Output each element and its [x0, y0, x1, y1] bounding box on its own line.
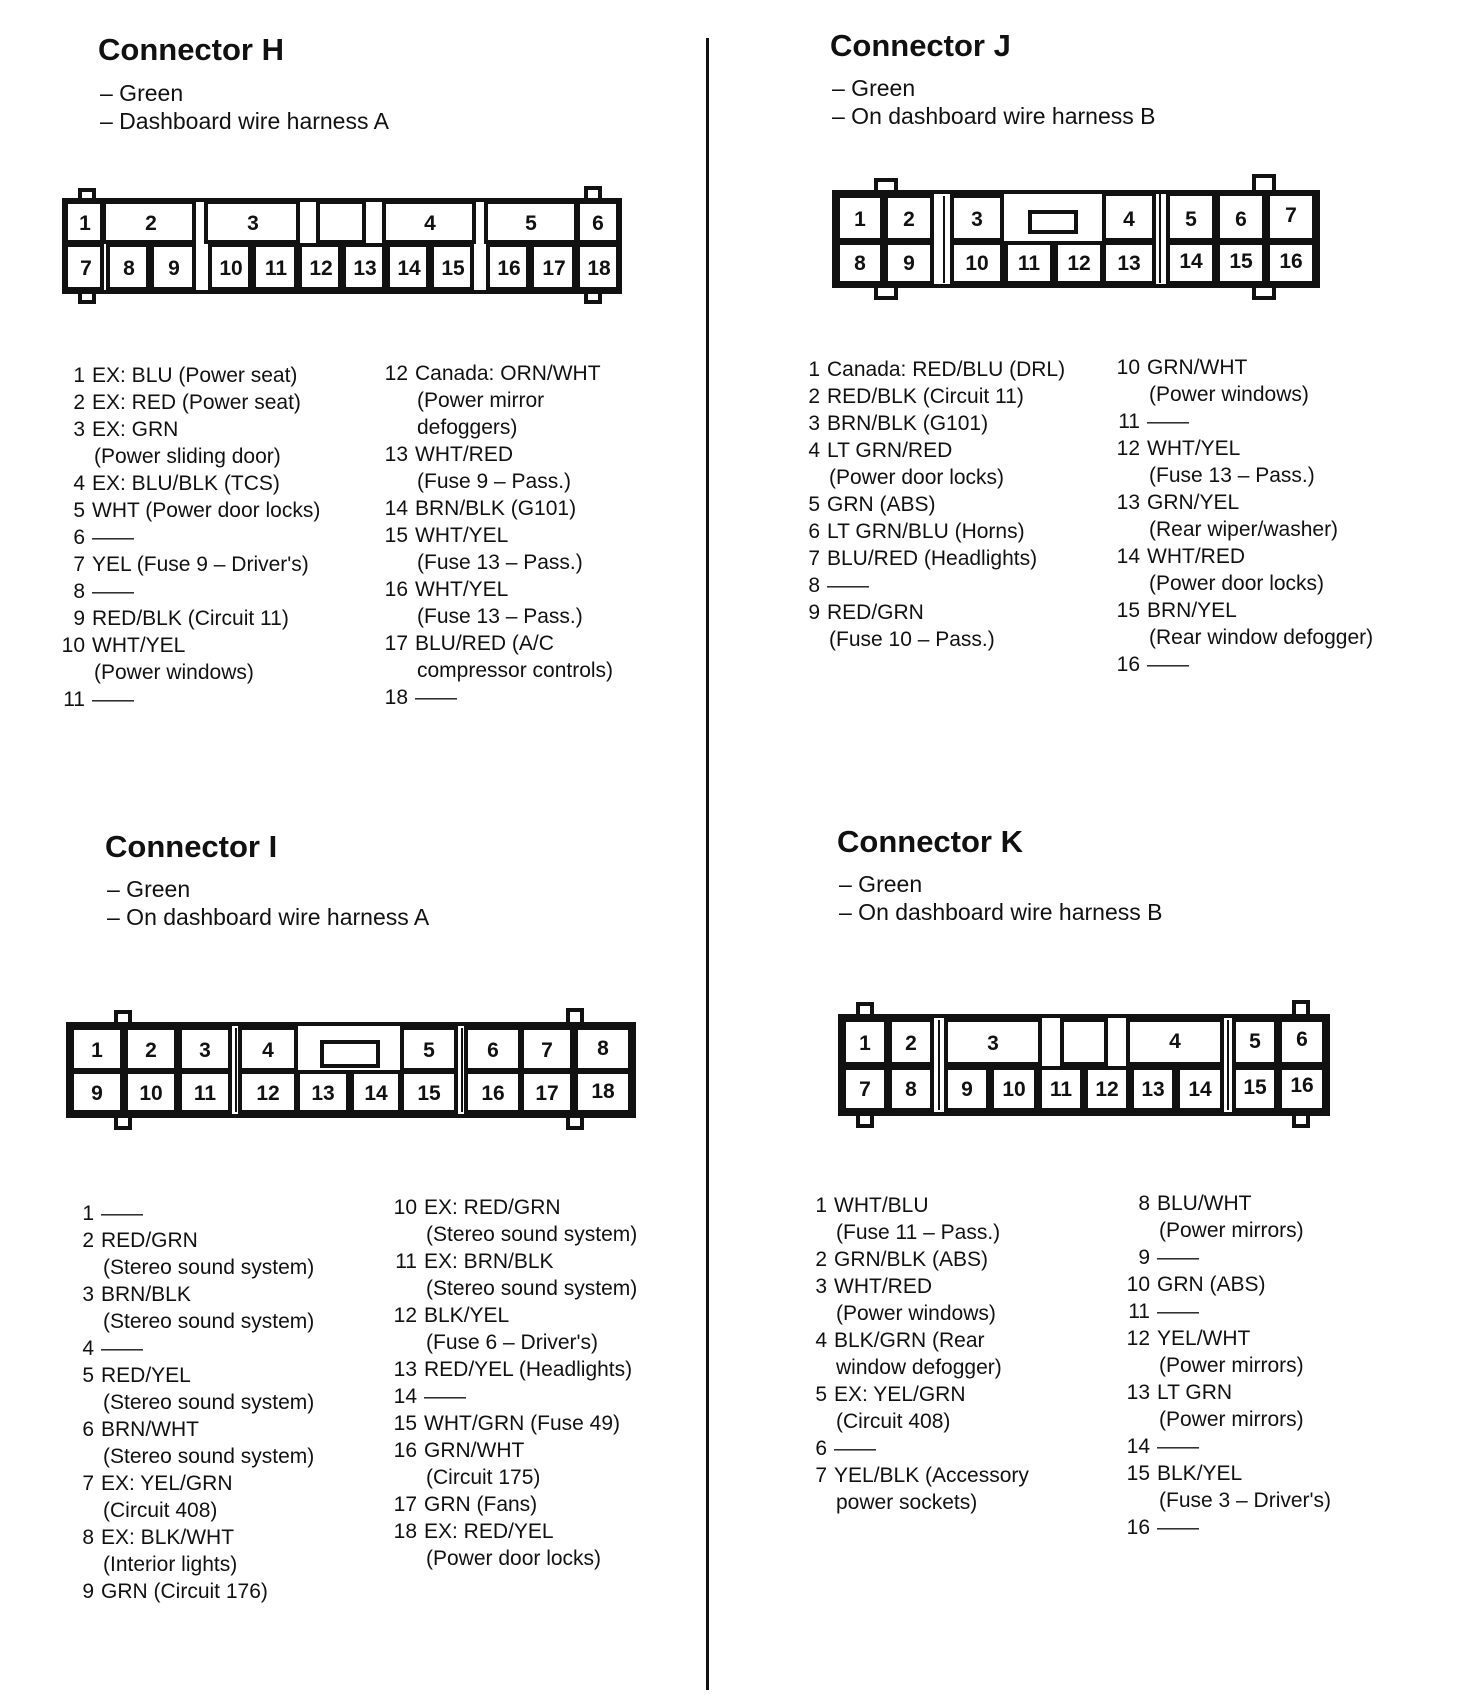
pin-description: GRN/YEL	[1147, 491, 1240, 514]
pin-description: BLK/YEL	[1157, 1462, 1243, 1485]
pin-number: 8	[82, 1526, 94, 1549]
pin-number: 1	[808, 358, 820, 381]
connector-h-pin-label: 1	[79, 212, 91, 235]
connector-k-pin-label: 1	[859, 1032, 871, 1055]
pin-number: 10	[1126, 1273, 1150, 1296]
connector-i-color: – Green	[107, 876, 191, 902]
pin-description: (Power mirror	[417, 389, 545, 412]
connector-k-top-right-tab	[1294, 1002, 1308, 1016]
pin-description: (Power mirrors)	[1159, 1354, 1304, 1377]
pin-number: 18	[393, 1520, 417, 1543]
pin-description: WHT/YEL	[415, 578, 509, 601]
pin-number: 5	[73, 499, 85, 522]
pin-description: ——	[424, 1385, 466, 1408]
pin-entry	[69, 1335, 314, 1362]
connector-h-pin-label: 3	[247, 212, 259, 235]
connector-j-pin-label: 6	[1235, 208, 1247, 231]
connector-i-pins-right	[392, 1194, 637, 1572]
pin-entry	[392, 1410, 637, 1437]
pin-number: 14	[384, 497, 408, 520]
connector-h-pin-label: 5	[525, 212, 537, 235]
pin-entry	[802, 1435, 1029, 1462]
pin-number: 6	[815, 1437, 827, 1460]
pin-description: RED/BLK (Circuit 11)	[827, 385, 1024, 408]
pin-number: 4	[73, 472, 85, 495]
connector-i-pin-label: 1	[91, 1039, 103, 1062]
connector-j-pin-label: 13	[1117, 252, 1141, 275]
connector-i-pin-label: 7	[541, 1039, 553, 1062]
connector-i-pin-label: 17	[535, 1082, 559, 1105]
pin-number: 1	[82, 1202, 94, 1225]
pin-number: 9	[1138, 1246, 1150, 1269]
pin-description: YEL/BLK (Accessory	[834, 1464, 1029, 1487]
pin-description: BRN/YEL	[1147, 599, 1237, 622]
pin-number: 11	[395, 1250, 417, 1273]
pin-description: ——	[1147, 653, 1189, 676]
connector-j-pin-label: 9	[903, 252, 915, 275]
pin-number: 13	[384, 443, 408, 466]
pin-number: 3	[815, 1275, 827, 1298]
connector-h-pin-label: 10	[219, 257, 243, 280]
connector-j-pin-label: 4	[1123, 208, 1135, 231]
connector-i-pin-label: 12	[256, 1082, 280, 1105]
pin-number: 7	[73, 553, 85, 576]
pin-description: GRN (ABS)	[827, 493, 936, 516]
connector-h-pin-label: 8	[123, 257, 135, 280]
pin-description: WHT/RED	[1147, 545, 1245, 568]
pin-number: 11	[63, 688, 85, 711]
pin-number: 12	[384, 362, 408, 385]
pin-description: ——	[1157, 1516, 1199, 1539]
pin-entry	[69, 1470, 314, 1524]
connector-i-pin-label: 2	[145, 1039, 157, 1062]
pin-description: BLK/GRN (Rear	[834, 1329, 985, 1352]
pin-description: BLU/RED (A/C	[415, 632, 554, 655]
connector-k-cell-blank-top	[1062, 1020, 1106, 1064]
connector-k-title: Connector K	[837, 824, 1023, 859]
pin-description: (Power door locks)	[426, 1547, 602, 1570]
connector-j-pin-label: 15	[1229, 250, 1253, 273]
pin-number: 15	[384, 524, 408, 547]
pin-description: EX: RED/GRN	[424, 1196, 561, 1219]
pin-number: 2	[82, 1229, 94, 1252]
pin-entry	[69, 1281, 314, 1335]
connector-i-pin-label: 18	[591, 1080, 615, 1103]
connector-h-pin-label: 18	[587, 257, 611, 280]
connector-j-pin-label: 1	[854, 208, 866, 231]
pin-number: 7	[808, 547, 820, 570]
pin-number: 9	[73, 607, 85, 630]
pin-description: ——	[834, 1437, 876, 1460]
pin-number: 15	[1126, 1462, 1150, 1485]
pin-number: 6	[82, 1418, 94, 1441]
connector-j-pin-label: 2	[903, 208, 915, 231]
pin-entry	[69, 1416, 314, 1470]
pin-number: 12	[393, 1304, 417, 1327]
pin-description: window defogger)	[836, 1356, 1002, 1379]
pin-entry	[69, 1362, 314, 1416]
pin-description: (Fuse 9 – Pass.)	[417, 470, 572, 493]
pin-description: Canada: RED/BLU (DRL)	[827, 358, 1066, 381]
connector-i-location: – On dashboard wire harness A	[107, 904, 430, 930]
pin-description: (Stereo sound system)	[426, 1223, 638, 1246]
pin-number: 15	[393, 1412, 417, 1435]
pin-number: 9	[808, 601, 820, 624]
pin-number: 4	[82, 1337, 94, 1360]
connector-i-pin-label: 16	[481, 1082, 505, 1105]
connector-i-pin-label: 14	[364, 1082, 388, 1105]
connector-k-pin-label: 5	[1249, 1030, 1261, 1053]
pin-description: (Circuit 408)	[836, 1410, 951, 1433]
pin-entry	[802, 1273, 1029, 1327]
connector-k-pin-label: 16	[1290, 1074, 1314, 1097]
pin-description: (Power windows)	[94, 661, 254, 684]
pin-entry	[802, 1192, 1029, 1246]
connector-j-pin-label: 14	[1179, 250, 1203, 273]
connector-k-pin-label: 10	[1002, 1078, 1026, 1101]
connector-k-pin-label: 4	[1169, 1030, 1181, 1053]
connector-k-pins-right	[1125, 1190, 1331, 1541]
pin-description: (Fuse 13 – Pass.)	[417, 551, 583, 574]
pin-entry	[392, 1302, 637, 1356]
pin-entry	[69, 1524, 314, 1578]
pin-number: 8	[808, 574, 820, 597]
pin-number: 1	[73, 364, 85, 387]
connector-h-pin-label: 7	[80, 257, 92, 280]
pin-description: GRN (ABS)	[1157, 1273, 1266, 1296]
connector-k-pin-label: 3	[987, 1032, 999, 1055]
pin-entry	[392, 1248, 637, 1302]
pin-number: 9	[82, 1580, 94, 1603]
connector-j-pin-label: 11	[1017, 252, 1041, 275]
pin-number: 2	[815, 1248, 827, 1271]
connector-k-pin-label: 6	[1296, 1028, 1308, 1051]
connector-k-pin-label: 15	[1243, 1076, 1267, 1099]
pin-description: LT GRN/BLU (Horns)	[827, 520, 1025, 543]
pin-description: defoggers)	[417, 416, 518, 439]
connector-h-pin-label: 4	[424, 212, 436, 235]
pin-description: RED/GRN	[101, 1229, 198, 1252]
connector-j-color: – Green	[832, 75, 916, 101]
pin-description: ——	[415, 686, 457, 709]
pin-number: 4	[815, 1329, 827, 1352]
pin-description: EX: GRN	[92, 418, 179, 441]
connector-j-pin-label: 8	[854, 252, 866, 275]
connector-j-pin-label: 16	[1279, 250, 1303, 273]
pin-description: LT GRN/RED	[827, 439, 953, 462]
pin-entry	[69, 1578, 314, 1605]
pin-number: 12	[1116, 437, 1140, 460]
pin-description: (Stereo sound system)	[103, 1256, 315, 1279]
pin-number: 4	[808, 439, 820, 462]
pin-description: WHT/YEL	[92, 634, 186, 657]
pin-description: (Circuit 175)	[426, 1466, 541, 1489]
pin-description: (Interior lights)	[103, 1553, 238, 1576]
pin-entry	[802, 1246, 1029, 1273]
connector-i-pin-label: 4	[262, 1039, 274, 1062]
pin-number: 3	[73, 418, 85, 441]
connector-i-pin-label: 10	[139, 1082, 163, 1105]
pin-description: (Power door locks)	[829, 466, 1005, 489]
pin-description: (Power mirrors)	[1159, 1408, 1304, 1431]
pin-description: ——	[827, 574, 869, 597]
connector-h-pin-label: 15	[441, 257, 465, 280]
pin-entry	[1125, 1298, 1331, 1325]
pin-description: (Stereo sound system)	[103, 1445, 315, 1468]
pin-description: (Rear wiper/washer)	[1149, 518, 1339, 541]
connector-h-pin-label: 16	[497, 257, 521, 280]
pin-description: GRN (Fans)	[424, 1493, 538, 1516]
pin-description: (Fuse 13 – Pass.)	[417, 605, 583, 628]
pin-number: 17	[393, 1493, 417, 1516]
connector-j-pin-label: 10	[965, 252, 989, 275]
pin-number: 10	[61, 634, 85, 657]
pin-description: EX: RED/YEL	[424, 1520, 554, 1543]
pin-description: (Stereo sound system)	[103, 1391, 315, 1414]
pin-entry	[802, 1327, 1029, 1381]
pin-description: (Stereo sound system)	[426, 1277, 638, 1300]
connector-i-pin-label: 11	[193, 1082, 217, 1105]
pin-description: (Power windows)	[836, 1302, 996, 1325]
pin-description: WHT/YEL	[1147, 437, 1241, 460]
pin-entry	[392, 1491, 637, 1518]
pin-number: 12	[1126, 1327, 1150, 1350]
pin-description: BLK/YEL	[424, 1304, 510, 1327]
connector-i-pin-label: 15	[417, 1082, 441, 1105]
connector-j-location: – On dashboard wire harness B	[832, 103, 1156, 129]
pin-description: Canada: ORN/WHT	[415, 362, 601, 385]
pin-description: compressor controls)	[417, 659, 614, 682]
connector-h-pin-label: 13	[353, 257, 377, 280]
pin-description: GRN (Circuit 176)	[101, 1580, 268, 1603]
pin-number: 15	[1116, 599, 1140, 622]
connector-i-pin-label: 8	[597, 1037, 609, 1060]
pin-description: ——	[1147, 410, 1189, 433]
pin-number: 11	[1118, 410, 1140, 433]
connector-h-pin-label: 14	[397, 257, 421, 280]
connector-h-color: – Green	[100, 80, 184, 106]
pin-number: 10	[1116, 356, 1140, 379]
pin-description: (Power sliding door)	[94, 445, 281, 468]
pin-description: (Rear window defogger)	[1149, 626, 1374, 649]
pin-number: 8	[73, 580, 85, 603]
connector-i-pin-label: 3	[199, 1039, 211, 1062]
pin-description: WHT/BLU	[834, 1194, 929, 1217]
connector-h-pin-label: 6	[592, 212, 604, 235]
pin-description: (Fuse 13 – Pass.)	[1149, 464, 1315, 487]
pin-number: 3	[82, 1283, 94, 1306]
pin-number: 14	[1116, 545, 1140, 568]
pin-number: 6	[73, 526, 85, 549]
pin-description: BLU/WHT	[1157, 1192, 1252, 1215]
pin-description: (Fuse 6 – Driver's)	[426, 1331, 599, 1354]
pin-description: ——	[92, 526, 134, 549]
pin-entry	[1125, 1379, 1331, 1433]
pin-description: GRN/BLK (ABS)	[834, 1248, 989, 1271]
pin-description: (Fuse 11 – Pass.)	[836, 1221, 1001, 1244]
pin-entry	[392, 1518, 637, 1572]
pin-entry	[1125, 1433, 1331, 1460]
connector-i-pins-left	[69, 1200, 314, 1605]
pin-entry	[802, 1462, 1029, 1516]
connector-k-pin-label: 2	[905, 1032, 917, 1055]
pin-number: 16	[384, 578, 408, 601]
pin-description: RED/YEL	[101, 1364, 191, 1387]
pin-number: 1	[815, 1194, 827, 1217]
pin-description: EX: BRN/BLK	[424, 1250, 554, 1273]
pin-number: 14	[1126, 1435, 1150, 1458]
connector-k-pin-label: 8	[905, 1078, 917, 1101]
pin-number: 16	[1126, 1516, 1150, 1539]
pin-description: WHT (Power door locks)	[92, 499, 321, 522]
pin-description: ——	[1157, 1435, 1199, 1458]
pin-entry	[392, 1383, 637, 1410]
pin-description: BLU/RED (Headlights)	[827, 547, 1038, 570]
pin-description: YEL/WHT	[1157, 1327, 1251, 1350]
connector-j-pin-label: 5	[1185, 208, 1197, 231]
pin-description: ——	[92, 580, 134, 603]
pin-description: ——	[92, 688, 134, 711]
pin-number: 7	[82, 1472, 94, 1495]
connector-i-pin-label: 6	[487, 1039, 499, 1062]
pin-description: (Fuse 3 – Driver's)	[1159, 1489, 1332, 1512]
connector-h-title: Connector H	[98, 32, 284, 67]
pin-number: 11	[1128, 1300, 1150, 1323]
connector-k-pins-left	[802, 1192, 1029, 1516]
connector-h-pin-label: 12	[309, 257, 333, 280]
pin-description: RED/GRN	[827, 601, 924, 624]
connector-k-pin-label: 14	[1188, 1078, 1212, 1101]
pin-description: WHT/RED	[834, 1275, 932, 1298]
pin-number: 5	[815, 1383, 827, 1406]
pin-description: ——	[101, 1202, 143, 1225]
connector-j-pin-label: 7	[1285, 204, 1297, 227]
pin-description: GRN/WHT	[424, 1439, 525, 1462]
pin-description: (Stereo sound system)	[103, 1310, 315, 1333]
pin-number: 13	[1126, 1381, 1150, 1404]
pin-number: 10	[393, 1196, 417, 1219]
pin-description: EX: YEL/GRN	[101, 1472, 233, 1495]
pin-number: 16	[1116, 653, 1140, 676]
connector-k-pin-label: 12	[1095, 1078, 1119, 1101]
pin-description: EX: YEL/GRN	[834, 1383, 966, 1406]
pin-entry	[69, 1200, 314, 1227]
pin-number: 17	[384, 632, 408, 655]
connector-h-pin-label: 9	[168, 257, 180, 280]
pin-description: (Power mirrors)	[1159, 1219, 1304, 1242]
pin-description: WHT/RED	[415, 443, 513, 466]
pin-entry	[1125, 1325, 1331, 1379]
pin-number: 16	[393, 1439, 417, 1462]
pin-number: 6	[808, 520, 820, 543]
pin-description: RED/BLK (Circuit 11)	[92, 607, 289, 630]
connector-j-title: Connector J	[830, 28, 1011, 63]
pin-description: BRN/BLK (G101)	[415, 497, 577, 520]
pin-description: (Fuse 10 – Pass.)	[829, 628, 995, 651]
pin-description: LT GRN	[1157, 1381, 1233, 1404]
pin-description: BRN/BLK (G101)	[827, 412, 989, 435]
pin-entry	[1125, 1514, 1331, 1541]
connector-i-pin-label: 5	[423, 1039, 435, 1062]
pin-entry	[1125, 1460, 1331, 1514]
connector-k-color: – Green	[839, 871, 923, 897]
pin-description: ——	[1157, 1300, 1199, 1323]
connector-j-pin-label: 3	[971, 208, 983, 231]
pin-description: WHT/GRN (Fuse 49)	[424, 1412, 621, 1435]
pin-description: RED/YEL (Headlights)	[424, 1358, 633, 1381]
pin-number: 3	[808, 412, 820, 435]
pin-number: 5	[82, 1364, 94, 1387]
pin-number: 13	[1116, 491, 1140, 514]
pin-entry	[392, 1194, 637, 1248]
pin-number: 14	[393, 1385, 417, 1408]
pin-number: 2	[808, 385, 820, 408]
pin-entry	[69, 1227, 314, 1281]
pin-description: WHT/YEL	[415, 524, 509, 547]
pin-entry	[1125, 1244, 1331, 1271]
pin-entry	[392, 1356, 637, 1383]
pin-description: power sockets)	[836, 1491, 978, 1514]
pin-description: YEL (Fuse 9 – Driver's)	[92, 553, 309, 576]
pin-entry	[802, 1381, 1029, 1435]
pin-number: 18	[384, 686, 408, 709]
pin-description: EX: BLU (Power seat)	[92, 364, 298, 387]
connector-h-location: – Dashboard wire harness A	[100, 108, 389, 134]
connector-k-pin-label: 9	[961, 1078, 973, 1101]
pin-description: BRN/WHT	[101, 1418, 199, 1441]
pin-number: 8	[1138, 1192, 1150, 1215]
pin-description: (Power door locks)	[1149, 572, 1325, 595]
connector-h-pin-label: 2	[145, 212, 157, 235]
pin-number: 7	[815, 1464, 827, 1487]
connector-j-pin-label: 12	[1067, 252, 1091, 275]
pin-number: 5	[808, 493, 820, 516]
pin-description: ——	[101, 1337, 143, 1360]
pin-description: (Circuit 408)	[103, 1499, 218, 1522]
pin-entry	[1125, 1190, 1331, 1244]
connector-k-location: – On dashboard wire harness B	[839, 899, 1163, 925]
pin-description: EX: BLK/WHT	[101, 1526, 235, 1549]
pin-number: 2	[73, 391, 85, 414]
pin-description: (Power windows)	[1149, 383, 1309, 406]
pin-description: BRN/BLK	[101, 1283, 191, 1306]
pin-entry	[1125, 1271, 1331, 1298]
pin-description: ——	[1157, 1246, 1199, 1269]
pin-entry	[392, 1437, 637, 1491]
connector-k-pin-label: 11	[1049, 1078, 1073, 1101]
pin-description: GRN/WHT	[1147, 356, 1248, 379]
connector-i-pin-label: 9	[91, 1082, 103, 1105]
pin-description: EX: RED (Power seat)	[92, 391, 301, 414]
connector-h-pin-label: 11	[264, 257, 288, 280]
connector-k-pin-label: 7	[859, 1078, 871, 1101]
connector-i-title: Connector I	[105, 829, 278, 864]
connector-i-pin-label: 13	[311, 1082, 335, 1105]
connector-k-pin-label: 13	[1141, 1078, 1165, 1101]
pin-number: 13	[393, 1358, 417, 1381]
pin-description: EX: BLU/BLK (TCS)	[92, 472, 280, 495]
connector-h-pin-label: 17	[542, 257, 566, 280]
